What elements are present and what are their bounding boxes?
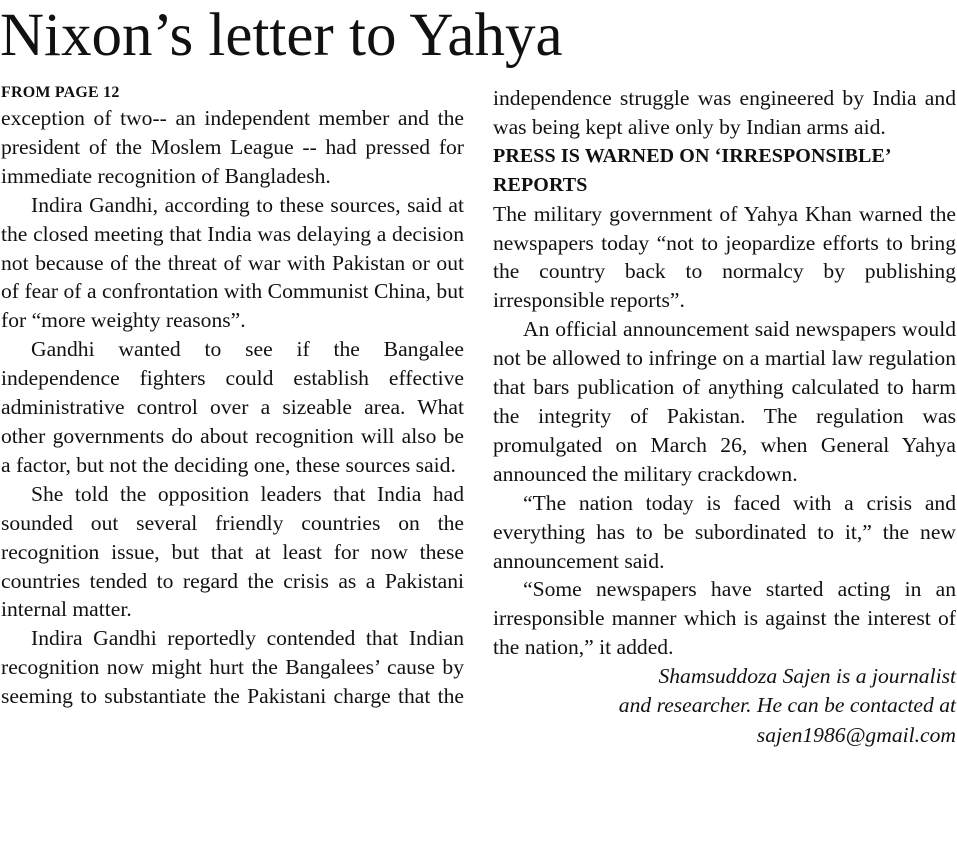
author-credit-line-1: Shamsuddoza Sajen is a journalist <box>658 664 956 689</box>
continued-from-label: FROM PAGE 12 <box>1 84 120 101</box>
right-column <box>493 84 956 750</box>
section-subhead: PRESS IS WARNED ON ‘IRRESPONSIBLE’ REPORTS <box>493 144 891 196</box>
left-paragraph-2: Indira Gandhi, according to these sources, said at the closed meeting that India was delaying a decision not because of the threat of war with Pakistan or out of fear of a confrontation with Communist China, but for “more weighty reasons”. <box>1 192 464 333</box>
author-email: sajen1986@gmail.com <box>756 722 956 747</box>
right-lead-paragraph: independence struggle was engineered by India and was being kept alive only by Indian arms aid. <box>493 86 956 139</box>
right-paragraph-2: An official announcement said newspapers would not be allowed to infringe on a martial law regulation that bars publication of anything calculated to harm the integrity of Pakistan. The regulation was promulgated on March 26, when General Yahya announced the military crackdown. <box>493 317 956 486</box>
right-paragraph-1: The military government of Yahya Khan warned the newspapers today “not to jeopardize efforts to bring the country back to normalcy by publishing irresponsible reports”. <box>493 201 956 313</box>
author-credit-line-2: and researcher. He can be contacted at <box>618 693 956 718</box>
right-paragraph-4: “Some newspapers have started acting in an irresponsible manner which is against the interest of the nation,” it added. <box>493 577 956 660</box>
left-column <box>1 82 464 711</box>
left-paragraph-4: She told the opposition leaders that India had sounded out several friendly countries on the recognition issue, but that at least for now these countries tended to regard the crisis as a Pakistani internal matter. <box>1 481 464 622</box>
left-paragraph-1: exception of two-- an independent member and the president of the Moslem League -- had pressed for immediate recognition of Bangladesh. <box>1 106 464 188</box>
headline: Nixon’s letter to Yahya <box>0 2 563 69</box>
author-credit <box>493 662 956 750</box>
left-paragraph-3: Gandhi wanted to see if the Bangalee independence fighters could establish effective administrative control over a sizeable area. What other governments do about recognition will also be a factor, but not the deciding one, these sources said. <box>1 337 464 477</box>
left-paragraph-5: Indira Gandhi reportedly contended that Indian recognition now might hurt the Bangalees’ cause by seeming to substantiate the Pakistani charge that the <box>1 626 464 709</box>
right-paragraph-3: “The nation today is faced with a crisis and everything has to be subordinated to it,” the new announcement said. <box>493 490 956 573</box>
